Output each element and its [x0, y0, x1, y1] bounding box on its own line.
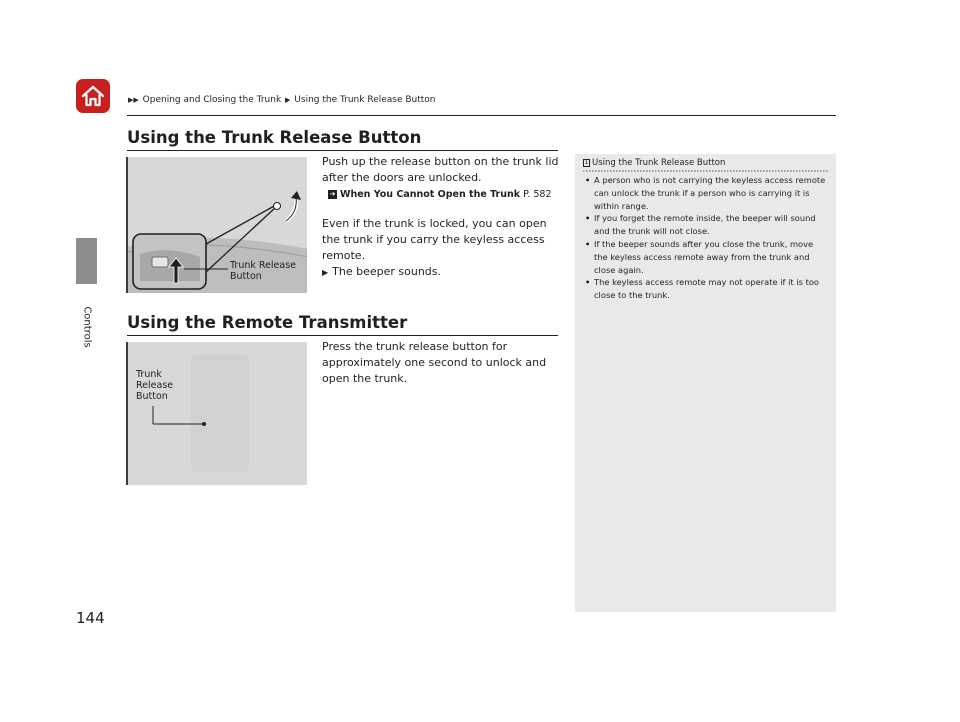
note-item: • If the beeper sounds after you close the trunk, move the keyless access remote away from the trunk and close again.: [585, 238, 829, 276]
remote-transmitter-illustration: [126, 342, 307, 485]
figure-callout-trunk-release-button: Trunk Release Button: [136, 369, 174, 402]
breadcrumb: [127, 95, 436, 106]
section-divider: [127, 150, 558, 151]
cross-reference-link[interactable]: ➔ When You Cannot Open the Trunk P. 582: [329, 189, 552, 200]
home-icon: [80, 83, 106, 109]
section-title-remote-transmitter: Using the Remote Transmitter: [127, 313, 408, 332]
note-item: • If you forget the remote inside, the beeper will sound and the trunk will not close.: [585, 212, 829, 238]
note-item: • A person who is not carrying the keyless access remote can unlock the trunk if a person who is carrying it is within range.: [585, 174, 829, 212]
breadcrumb-arrow-icon: ▶: [285, 96, 291, 104]
header-divider: [127, 115, 836, 116]
home-button[interactable]: [76, 79, 110, 113]
breadcrumb-item-opening-closing-trunk[interactable]: Opening and Closing the Trunk: [142, 95, 282, 105]
section-divider: [127, 335, 558, 336]
note-icon: 1: [584, 158, 589, 166]
sidebar-chapter-label: Controls: [81, 306, 92, 348]
cross-reference-arrow-icon: ➔: [329, 190, 336, 198]
section1-body: [322, 154, 562, 281]
note-list: [585, 174, 829, 302]
note-item: • The keyless access remote may not operate if it is too close to the trunk.: [585, 276, 829, 302]
section1-result: ▶ The beeper sounds.: [322, 265, 442, 278]
note-divider: [583, 170, 829, 172]
note-sidebar: [575, 154, 836, 612]
page-number: 144: [76, 609, 105, 627]
figure-callout-trunk-release-button: Trunk Release Button: [230, 260, 296, 282]
breadcrumb-item-trunk-release-button[interactable]: Using the Trunk Release Button: [294, 95, 436, 105]
section1-para-push-release: Push up the release button on the trunk lid after the doors are unlocked.: [322, 155, 559, 184]
trunk-release-button-illustration: [126, 157, 307, 293]
section2-body: [322, 339, 562, 387]
sidebar-chapter-tab[interactable]: [76, 238, 97, 284]
note-title: 1 Using the Trunk Release Button: [584, 158, 726, 168]
section2-para-press-release: Press the trunk release button for approximately one second to unlock and open the trunk.: [322, 340, 547, 385]
section1-para-keyless: Even if the trunk is locked, you can open the trunk if you carry the keyless access remote.: [322, 217, 547, 262]
section-title-trunk-release-button: Using the Trunk Release Button: [127, 128, 422, 147]
breadcrumb-arrow-icon: ▶▶: [128, 96, 139, 104]
result-arrow-icon: ▶: [322, 268, 329, 277]
